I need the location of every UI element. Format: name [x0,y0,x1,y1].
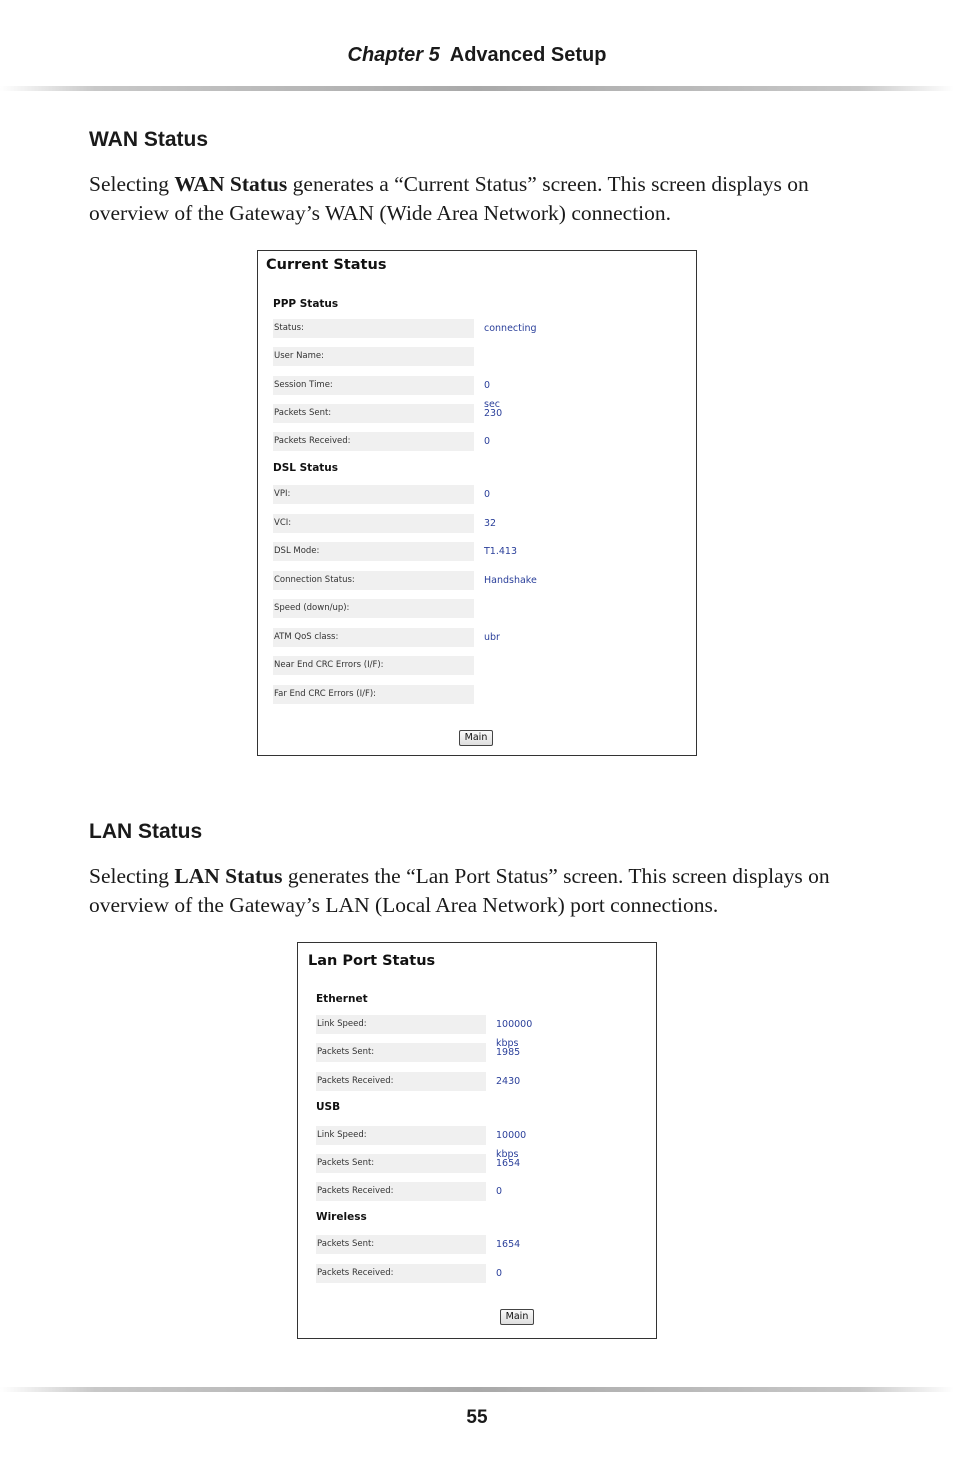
row-label: Packets Sent: [316,1154,486,1173]
wireless-heading: Wireless [316,1211,367,1223]
row-label: Link Speed: [316,1126,486,1145]
row-label: VCI: [273,514,474,533]
row-value: 100000 kbps [496,1019,533,1049]
row-label: Packets Sent: [273,404,474,423]
header-rule [0,86,954,91]
wan-para-prefix: Selecting [89,172,175,196]
current-status-title: Current Status [266,257,387,273]
dsl-status-heading: DSL Status [273,462,339,474]
chapter-label: Chapter 5 [347,44,440,66]
row-label: DSL Mode: [273,542,474,561]
row-value: 0 sec [484,380,501,410]
wan-status-paragraph [89,170,879,228]
row-value: 1985 [496,1047,521,1058]
row-label: User Name: [273,347,474,366]
row-value: 0 [484,489,491,500]
row-value: ubr [484,632,500,643]
lan-status-paragraph [89,862,879,920]
row-value: T1.413 [484,546,517,557]
row-label: Connection Status: [273,571,474,590]
ppp-status-heading: PPP Status [273,298,339,310]
current-status-screenshot [257,250,697,756]
lan-para-prefix: Selecting [89,864,175,888]
lan-status-heading: LAN Status [89,820,203,843]
row-value: 2430 [496,1076,521,1087]
row-value: 0 [484,436,491,447]
row-label: Link Speed: [316,1015,486,1034]
wan-para-bold: WAN Status [174,172,288,196]
row-label: Packets Received: [273,432,474,451]
lan-para-bold: LAN Status [174,864,283,888]
footer-rule [0,1387,954,1392]
main-button[interactable]: Main [459,730,493,746]
row-label: ATM QoS class: [273,628,474,647]
lan-port-status-screenshot [297,942,657,1339]
row-value: 0 [496,1268,503,1279]
row-label: Session Time: [273,376,474,395]
row-value: Handshake [484,575,537,586]
running-header [0,44,954,67]
wan-status-heading: WAN Status [89,128,209,151]
chapter-title: Advanced Setup [449,44,607,66]
row-label: Packets Received: [316,1182,486,1201]
row-value: connecting [484,323,537,334]
lan-para-rest: generates the “Lan Port Status” screen. This screen displays on overview of the Gateway’s LAN (Local Area Network) port connections. [89,864,830,917]
main-button[interactable]: Main [500,1309,534,1325]
row-label: Status: [273,319,474,338]
row-label: Far End CRC Errors (I/F): [273,685,474,704]
row-value: 230 [484,408,503,419]
page-number: 55 [466,1407,488,1428]
row-value: 10000 kbps [496,1130,527,1160]
row-value: 1654 [496,1239,521,1250]
row-label: Packets Sent: [316,1235,486,1254]
row-value: 32 [484,518,497,529]
row-label: Packets Received: [316,1264,486,1283]
row-label: Near End CRC Errors (I/F): [273,656,474,675]
row-value: 0 [496,1186,503,1197]
row-label: Packets Sent: [316,1043,486,1062]
row-label: Packets Received: [316,1072,486,1091]
row-label: VPI: [273,485,474,504]
row-label: Speed (down/up): [273,599,474,618]
usb-heading: USB [316,1101,341,1113]
wan-para-rest: generates a “Current Status” screen. This screen displays on overview of the Gateway’s WAN (Wide Area Network) connection. [89,172,809,225]
ethernet-heading: Ethernet [316,993,368,1005]
row-value: 1654 [496,1158,521,1169]
lan-port-status-title: Lan Port Status [308,953,436,969]
